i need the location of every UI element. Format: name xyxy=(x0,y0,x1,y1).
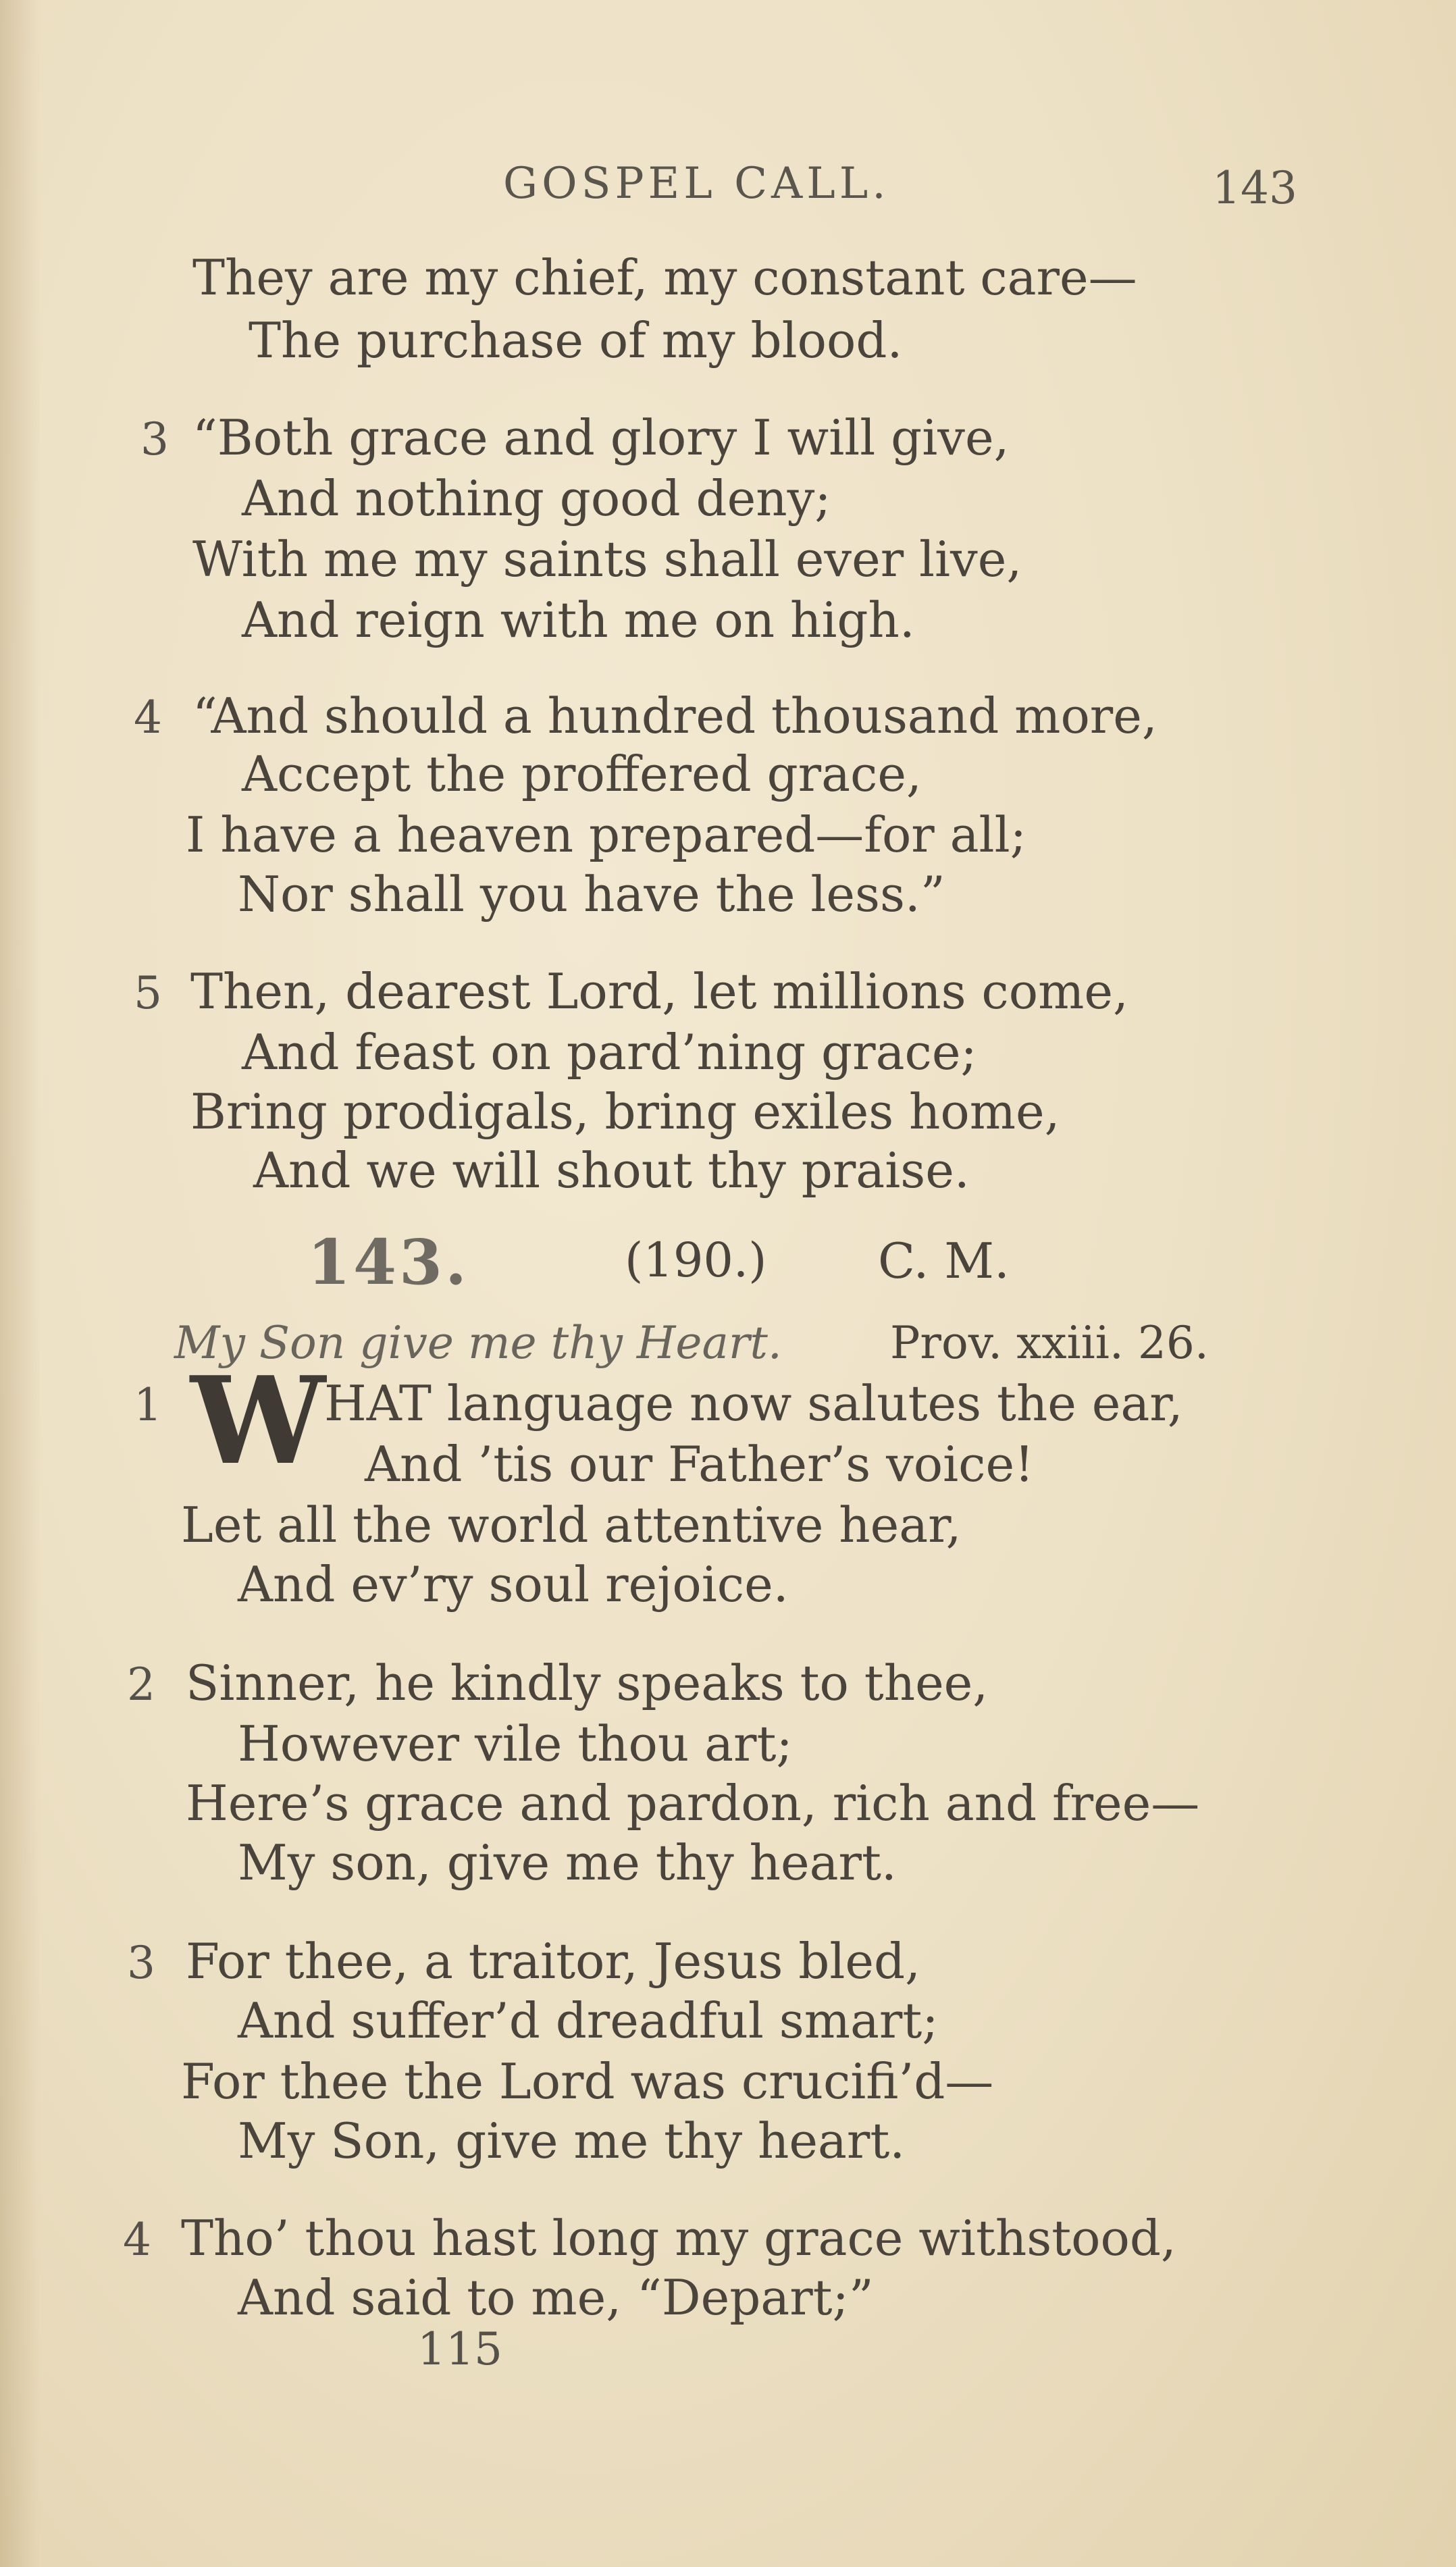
verse-number: 3 xyxy=(127,1937,155,1989)
verse-line: Here’s grace and pardon, rich and free— xyxy=(186,1775,1200,1832)
verse-line: My son, give me thy heart. xyxy=(238,1834,897,1891)
verse-number: 1 xyxy=(134,1379,162,1431)
verse-line: “Both grace and glory I will give, xyxy=(192,409,1010,466)
verse-line: And ev’ry soul rejoice. xyxy=(238,1556,789,1613)
verse-line: My Son, give me thy heart. xyxy=(238,2112,906,2169)
verse-line: Sinner, he kindly speaks to thee, xyxy=(186,1655,989,1711)
verse-line: The purchase of my blood. xyxy=(249,312,903,369)
drop-cap: W xyxy=(190,1350,326,1491)
verse-number: 2 xyxy=(127,1659,155,1711)
verse-line: And nothing good deny; xyxy=(242,470,831,527)
verse-line: And feast on pard’ning grace; xyxy=(242,1024,977,1081)
verse-line: With me my saints shall ever live, xyxy=(192,531,1022,588)
verse-line: HAT language now salutes the ear, xyxy=(324,1375,1183,1432)
verse-line: Then, dearest Lord, let millions come, xyxy=(190,963,1128,1020)
verse-number: 4 xyxy=(134,692,162,744)
verse-line: Let all the world attentive hear, xyxy=(181,1497,962,1553)
page-edge-shadow xyxy=(0,0,41,2567)
hymn-subtitle: My Son give me thy Heart. xyxy=(174,1317,782,1369)
verse-line: Accept the proffered grace, xyxy=(242,746,922,802)
verse-line: For thee the Lord was crucifi’d— xyxy=(181,2053,994,2110)
signature-mark: 115 xyxy=(417,2323,502,2375)
verse-number: 5 xyxy=(134,967,162,1019)
verse-line: And said to me, “Depart;” xyxy=(238,2269,874,2326)
verse-line: They are my chief, my constant care— xyxy=(192,249,1137,306)
verse-number: 3 xyxy=(140,413,169,465)
page-number: 143 xyxy=(1212,162,1297,214)
verse-line: And suffer’d dreadful smart; xyxy=(238,1992,939,2049)
verse-line: For thee, a traitor, Jesus bled, xyxy=(186,1933,920,1990)
verse-number: 4 xyxy=(123,2214,151,2266)
verse-line: And reign with me on high. xyxy=(242,592,915,648)
verse-line: Tho’ thou hast long my grace withstood, xyxy=(181,2210,1176,2266)
verse-line: Bring prodigals, bring exiles home, xyxy=(190,1083,1060,1140)
tune-number: (190.) xyxy=(625,1233,767,1288)
verse-line: However vile thou art; xyxy=(238,1715,793,1772)
verse-line: And we will shout thy praise. xyxy=(253,1142,970,1199)
verse-line: Nor shall you have the less.” xyxy=(238,866,945,923)
scripture-reference: Prov. xxiii. 26. xyxy=(890,1317,1209,1369)
verse-line: I have a heaven prepared—for all; xyxy=(186,806,1026,863)
hymn-number: 143. xyxy=(307,1226,470,1299)
verse-line: And ’tis our Father’s voice! xyxy=(365,1436,1035,1493)
meter: C. M. xyxy=(878,1233,1010,1289)
verse-line: “And should a hundred thousand more, xyxy=(192,688,1158,744)
running-header: GOSPEL CALL. xyxy=(503,159,890,209)
